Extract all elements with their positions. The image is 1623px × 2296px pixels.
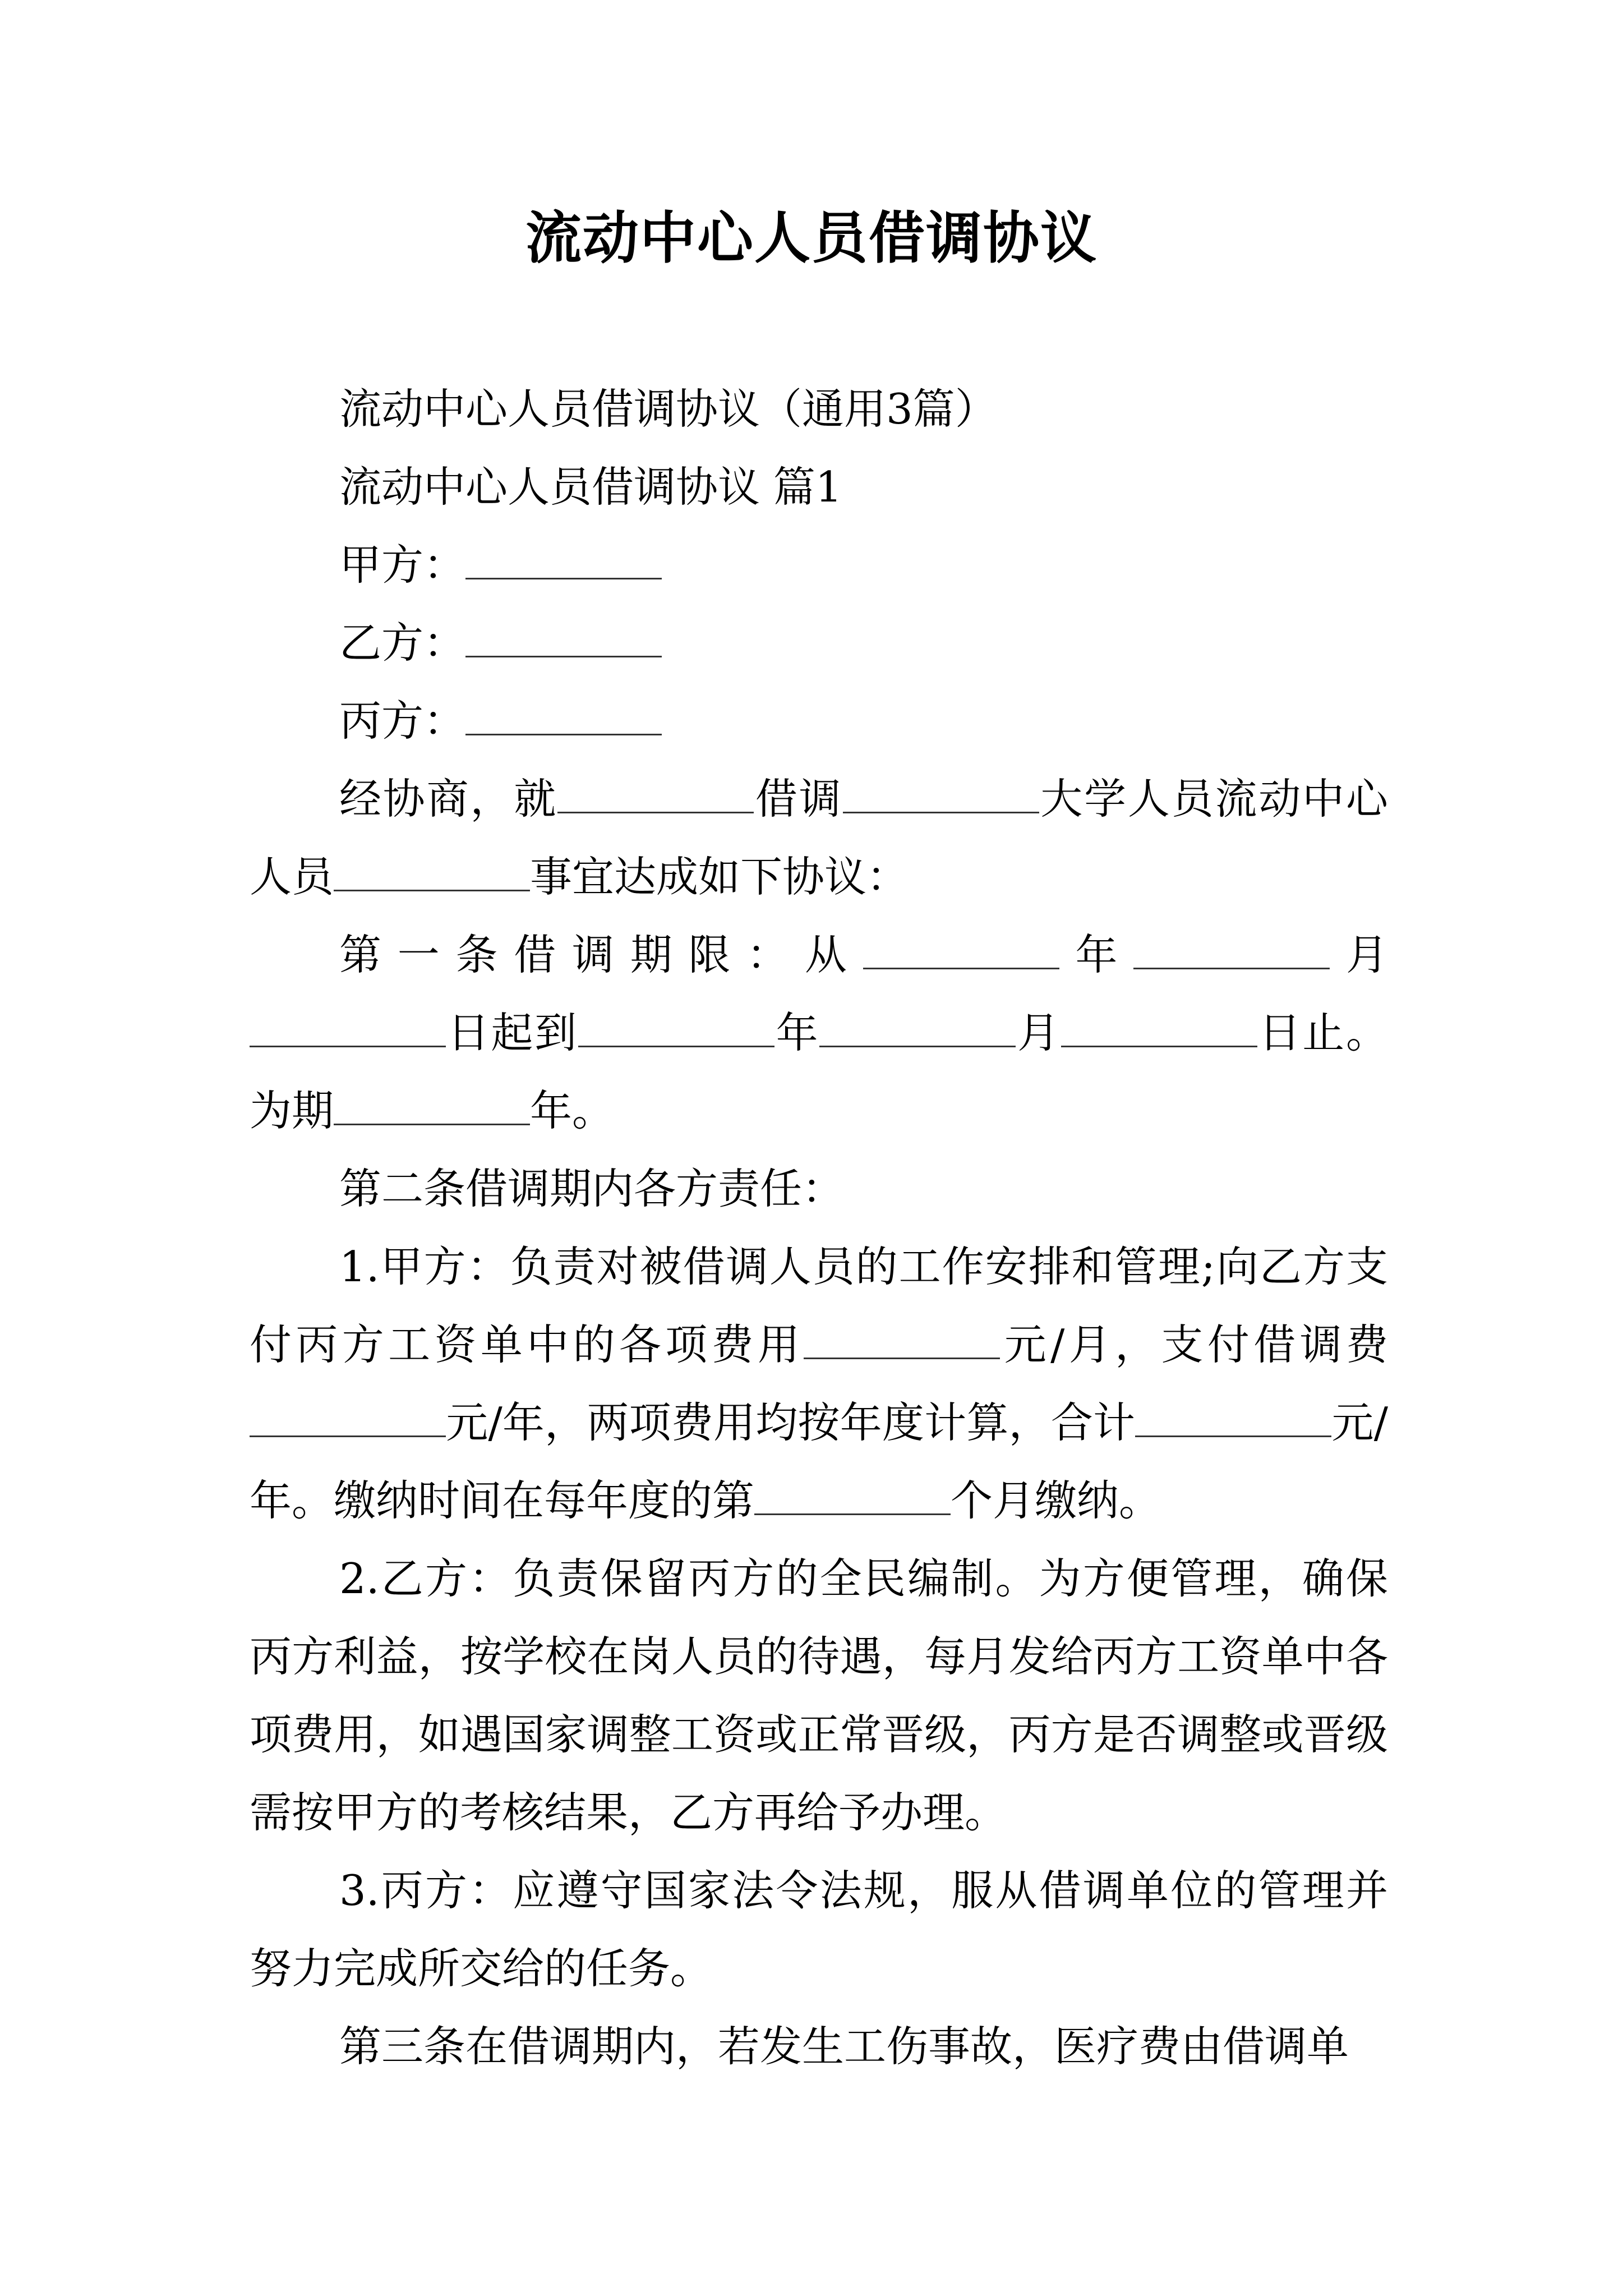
paragraph-text: 元/年，两项费用均按年度计算，合计: [446, 1398, 1136, 1447]
paragraph: [250, 1228, 1388, 1540]
blank-line: [1133, 934, 1330, 969]
paragraph-text: 3.丙方：应遵守国家法令法规，服从借调单位的管理并努力完成所交给的任务。: [250, 1866, 1388, 1993]
paragraph: [250, 760, 1388, 916]
paragraph: [250, 448, 1388, 526]
paragraph-text: 个月缴纳。: [951, 1476, 1161, 1525]
document-title: 流动中心人员借调协议: [525, 205, 1098, 271]
paragraph-text: 甲方：: [339, 540, 466, 590]
paragraph: [250, 1852, 1388, 2008]
paragraph: [250, 604, 1388, 682]
paragraph: [250, 916, 1388, 1150]
blank-line: [465, 622, 662, 657]
blank-line: [578, 1012, 774, 1047]
paragraph: [250, 2008, 1388, 2086]
document-body: [250, 370, 1388, 2086]
paragraph-text: 流动中心人员借调协议 篇1: [339, 462, 842, 512]
paragraph-text: 第三条在借调期内，若发生工伤事故，医疗费由借调单: [339, 2022, 1349, 2071]
blank-line: [819, 1012, 1016, 1047]
blank-line: [1061, 1012, 1257, 1047]
paragraph-text: 年。: [530, 1086, 615, 1135]
paragraph-text: 2.乙方：负责保留丙方的全民编制。为方便管理，确保丙方利益，按学校在岗人员的待遇，每月发给丙方工资单中各项费用，如遇国家调整工资或正常晋级，丙方是否调整或晋级需按甲方的考核结果，乙方再给予办理。: [250, 1554, 1388, 1837]
paragraph-text: 年: [1059, 930, 1134, 979]
paragraph: [250, 370, 1388, 448]
paragraph-text: 元/年。缴纳时间在每年度的第: [250, 1398, 1388, 1525]
blank-line: [754, 1480, 951, 1515]
paragraph-text: 乙方：: [339, 618, 466, 668]
paragraph: [250, 1540, 1388, 1852]
paragraph: [250, 526, 1388, 604]
paragraph-text: 元/月，支付借调费: [1000, 1320, 1388, 1369]
blank-line: [1135, 1402, 1331, 1437]
paragraph-text: 第一条借调期限：从: [339, 930, 863, 979]
paragraph-text: 借调: [754, 774, 843, 823]
paragraph-text: 月: [1016, 1008, 1061, 1057]
paragraph-text: 年: [774, 1008, 820, 1057]
blank-line: [334, 856, 530, 891]
blank-line: [465, 544, 662, 579]
paragraph-text: 日起到: [446, 1008, 578, 1057]
blank-line: [250, 1012, 446, 1047]
paragraph-text: 事宜达成如下协议：: [530, 852, 909, 901]
blank-line: [843, 778, 1039, 813]
paragraph-text: 第二条借调期内各方责任：: [339, 1164, 845, 1213]
paragraph-text: 流动中心人员借调协议（通用3篇）: [339, 384, 997, 434]
blank-line: [557, 778, 754, 813]
paragraph: [250, 1150, 1388, 1228]
paragraph-text: 月: [1330, 930, 1388, 979]
paragraph-text: 大学人员流动中心人员: [250, 774, 1388, 901]
paragraph: [250, 682, 1388, 760]
paragraph-text: 日止。为期: [250, 1008, 1388, 1135]
blank-line: [250, 1402, 446, 1437]
paragraph-text: 丙方：: [339, 696, 466, 746]
paragraph-text: 经协商，就: [339, 774, 558, 823]
paragraph-text: 1.甲方：负责对被借调人员的工作安排和管理;向乙方支付丙方工资单中的各项费用: [250, 1242, 1388, 1369]
blank-line: [334, 1090, 530, 1125]
blank-line: [465, 700, 662, 735]
blank-line: [804, 1324, 1000, 1359]
blank-line: [863, 934, 1059, 969]
